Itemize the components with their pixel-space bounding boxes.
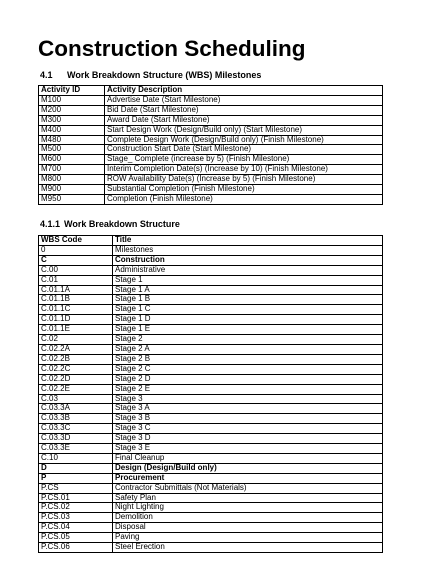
wbs-title-cell: Milestones [113, 245, 383, 255]
table-row [39, 194, 383, 204]
wbs-code-cell: C [39, 255, 113, 265]
table-row [39, 384, 383, 394]
table-row [39, 315, 383, 325]
table-row [39, 374, 383, 384]
table-row [39, 453, 383, 463]
activity-id-cell: M480 [39, 135, 105, 145]
table-row [39, 305, 383, 315]
wbs-title-cell: Construction [113, 255, 383, 265]
activity-id-cell: M200 [39, 105, 105, 115]
table-row [39, 513, 383, 523]
table-row [39, 295, 383, 305]
activity-id-cell: M100 [39, 95, 105, 105]
wbs-title-cell: Stage 1 A [113, 285, 383, 295]
wbs-title-cell: Stage 1 D [113, 315, 383, 325]
table-row [39, 155, 383, 165]
wbs-code-cell: P.CS.05 [39, 533, 113, 543]
activity-id-cell: M700 [39, 165, 105, 175]
table-row [39, 354, 383, 364]
wbs-title-cell: Design (Design/Build only) [113, 463, 383, 473]
wbs-table [38, 235, 383, 553]
table-row [39, 344, 383, 354]
wbs-code-cell: C.10 [39, 453, 113, 463]
table-row [39, 394, 383, 404]
table-row [39, 105, 383, 115]
wbs-title-cell: Stage 1 E [113, 325, 383, 335]
activity-description-cell: Start Design Work (Design/Build only) (Start Milestone) [105, 125, 383, 135]
section-heading-wbs [40, 220, 180, 229]
table-row [39, 533, 383, 543]
wbs-code-cell: C.03.3A [39, 404, 113, 414]
activity-description-cell: Award Date (Start Milestone) [105, 115, 383, 125]
column-header-title: Title [113, 236, 383, 246]
wbs-code-cell: C.02.2C [39, 364, 113, 374]
wbs-code-cell: C.01.1C [39, 305, 113, 315]
wbs-title-cell: Demolition [113, 513, 383, 523]
wbs-code-cell: C.01.1A [39, 285, 113, 295]
wbs-code-cell: C.01.1D [39, 315, 113, 325]
wbs-title-cell: Safety Plan [113, 493, 383, 503]
wbs-code-cell: P.CS [39, 483, 113, 493]
table-row [39, 245, 383, 255]
table-row [39, 265, 383, 275]
table-row [39, 185, 383, 195]
activity-id-cell: M900 [39, 185, 105, 195]
wbs-title-cell: Administrative [113, 265, 383, 275]
table-header-row [39, 86, 383, 96]
table-row [39, 404, 383, 414]
activity-id-cell: M600 [39, 155, 105, 165]
wbs-code-cell: D [39, 463, 113, 473]
wbs-code-cell: C.00 [39, 265, 113, 275]
wbs-code-cell: P.CS.02 [39, 503, 113, 513]
table-row [39, 444, 383, 454]
section-number: 4.1 [40, 70, 53, 80]
table-row [39, 115, 383, 125]
table-row [39, 145, 383, 155]
table-row [39, 165, 383, 175]
column-header-wbs-code: WBS Code [39, 236, 113, 246]
wbs-code-cell: C.01.1B [39, 295, 113, 305]
activity-id-cell: M800 [39, 175, 105, 185]
activity-id-cell: M400 [39, 125, 105, 135]
table-row [39, 285, 383, 295]
table-row [39, 255, 383, 265]
table-row [39, 414, 383, 424]
wbs-title-cell: Stage 1 [113, 275, 383, 285]
wbs-title-cell: Stage 3 B [113, 414, 383, 424]
wbs-title-cell: Stage 1 B [113, 295, 383, 305]
wbs-title-cell: Procurement [113, 473, 383, 483]
activity-description-cell: Bid Date (Start Milestone) [105, 105, 383, 115]
wbs-code-cell: C.03 [39, 394, 113, 404]
activity-description-cell: Construction Start Date (Start Milestone) [105, 145, 383, 155]
wbs-code-cell: C.01.1E [39, 325, 113, 335]
wbs-title-cell: Night Lighting [113, 503, 383, 513]
milestones-table [38, 85, 383, 205]
wbs-code-cell: C.01 [39, 275, 113, 285]
wbs-title-cell: Stage 3 C [113, 424, 383, 434]
wbs-title-cell: Steel Erection [113, 543, 383, 553]
activity-description-cell: Substantial Completion (Finish Milestone) [105, 185, 383, 195]
wbs-code-cell: C.02.2E [39, 384, 113, 394]
table-row [39, 325, 383, 335]
table-row [39, 503, 383, 513]
activity-description-cell: Advertise Date (Start Milestone) [105, 95, 383, 105]
table-row [39, 125, 383, 135]
wbs-code-cell: 0 [39, 245, 113, 255]
wbs-title-cell: Paving [113, 533, 383, 543]
activity-id-cell: M500 [39, 145, 105, 155]
wbs-title-cell: Final Cleanup [113, 453, 383, 463]
wbs-code-cell: C.03.3C [39, 424, 113, 434]
table-header-row [39, 236, 383, 246]
section-number: 4.1.1 [40, 219, 61, 229]
wbs-title-cell: Stage 2 D [113, 374, 383, 384]
activity-description-cell: Stage_ Complete (increase by 5) (Finish Milestone) [105, 155, 383, 165]
wbs-code-cell: P.CS.06 [39, 543, 113, 553]
wbs-code-cell: C.03.3B [39, 414, 113, 424]
table-row [39, 493, 383, 503]
activity-description-cell: Completion (Finish Milestone) [105, 194, 383, 204]
column-header-activity-id: Activity ID [39, 86, 105, 96]
table-row [39, 434, 383, 444]
activity-id-cell: M300 [39, 115, 105, 125]
wbs-code-cell: C.03.3D [39, 434, 113, 444]
wbs-code-cell: C.03.3E [39, 444, 113, 454]
wbs-title-cell: Stage 3 A [113, 404, 383, 414]
wbs-code-cell: C.02.2B [39, 354, 113, 364]
activity-description-cell: Complete Design Work (Design/Build only) (Finish Milestone) [105, 135, 383, 145]
wbs-title-cell: Contractor Submittals (Not Materials) [113, 483, 383, 493]
wbs-code-cell: P.CS.04 [39, 523, 113, 533]
document-title: Construction Scheduling [38, 36, 306, 61]
table-row [39, 335, 383, 345]
table-row [39, 275, 383, 285]
table-row [39, 523, 383, 533]
wbs-title-cell: Stage 3 E [113, 444, 383, 454]
table-row [39, 424, 383, 434]
section-heading-milestones [40, 71, 261, 80]
activity-description-cell: Interim Completion Date(s) (Increase by 10) (Finish Milestone) [105, 165, 383, 175]
wbs-code-cell: C.02.2A [39, 344, 113, 354]
table-row [39, 175, 383, 185]
wbs-code-cell: C.02 [39, 335, 113, 345]
table-row [39, 463, 383, 473]
wbs-code-cell: C.02.2D [39, 374, 113, 384]
table-row [39, 473, 383, 483]
section-title: Work Breakdown Structure [64, 219, 180, 229]
wbs-title-cell: Stage 2 [113, 335, 383, 345]
section-title: Work Breakdown Structure (WBS) Milestones [67, 70, 262, 80]
wbs-title-cell: Stage 2 C [113, 364, 383, 374]
table-row [39, 95, 383, 105]
wbs-title-cell: Disposal [113, 523, 383, 533]
wbs-code-cell: P.CS.01 [39, 493, 113, 503]
wbs-title-cell: Stage 2 E [113, 384, 383, 394]
table-row [39, 364, 383, 374]
wbs-title-cell: Stage 3 D [113, 434, 383, 444]
wbs-title-cell: Stage 1 C [113, 305, 383, 315]
table-row [39, 543, 383, 553]
column-header-activity-description: Activity Description [105, 86, 383, 96]
activity-id-cell: M950 [39, 194, 105, 204]
wbs-title-cell: Stage 2 B [113, 354, 383, 364]
wbs-title-cell: Stage 2 A [113, 344, 383, 354]
table-row [39, 135, 383, 145]
table-row [39, 483, 383, 493]
wbs-title-cell: Stage 3 [113, 394, 383, 404]
wbs-code-cell: P.CS.03 [39, 513, 113, 523]
activity-description-cell: ROW Availability Date(s) (Increase by 5) (Finish Milestone) [105, 175, 383, 185]
wbs-code-cell: P [39, 473, 113, 483]
